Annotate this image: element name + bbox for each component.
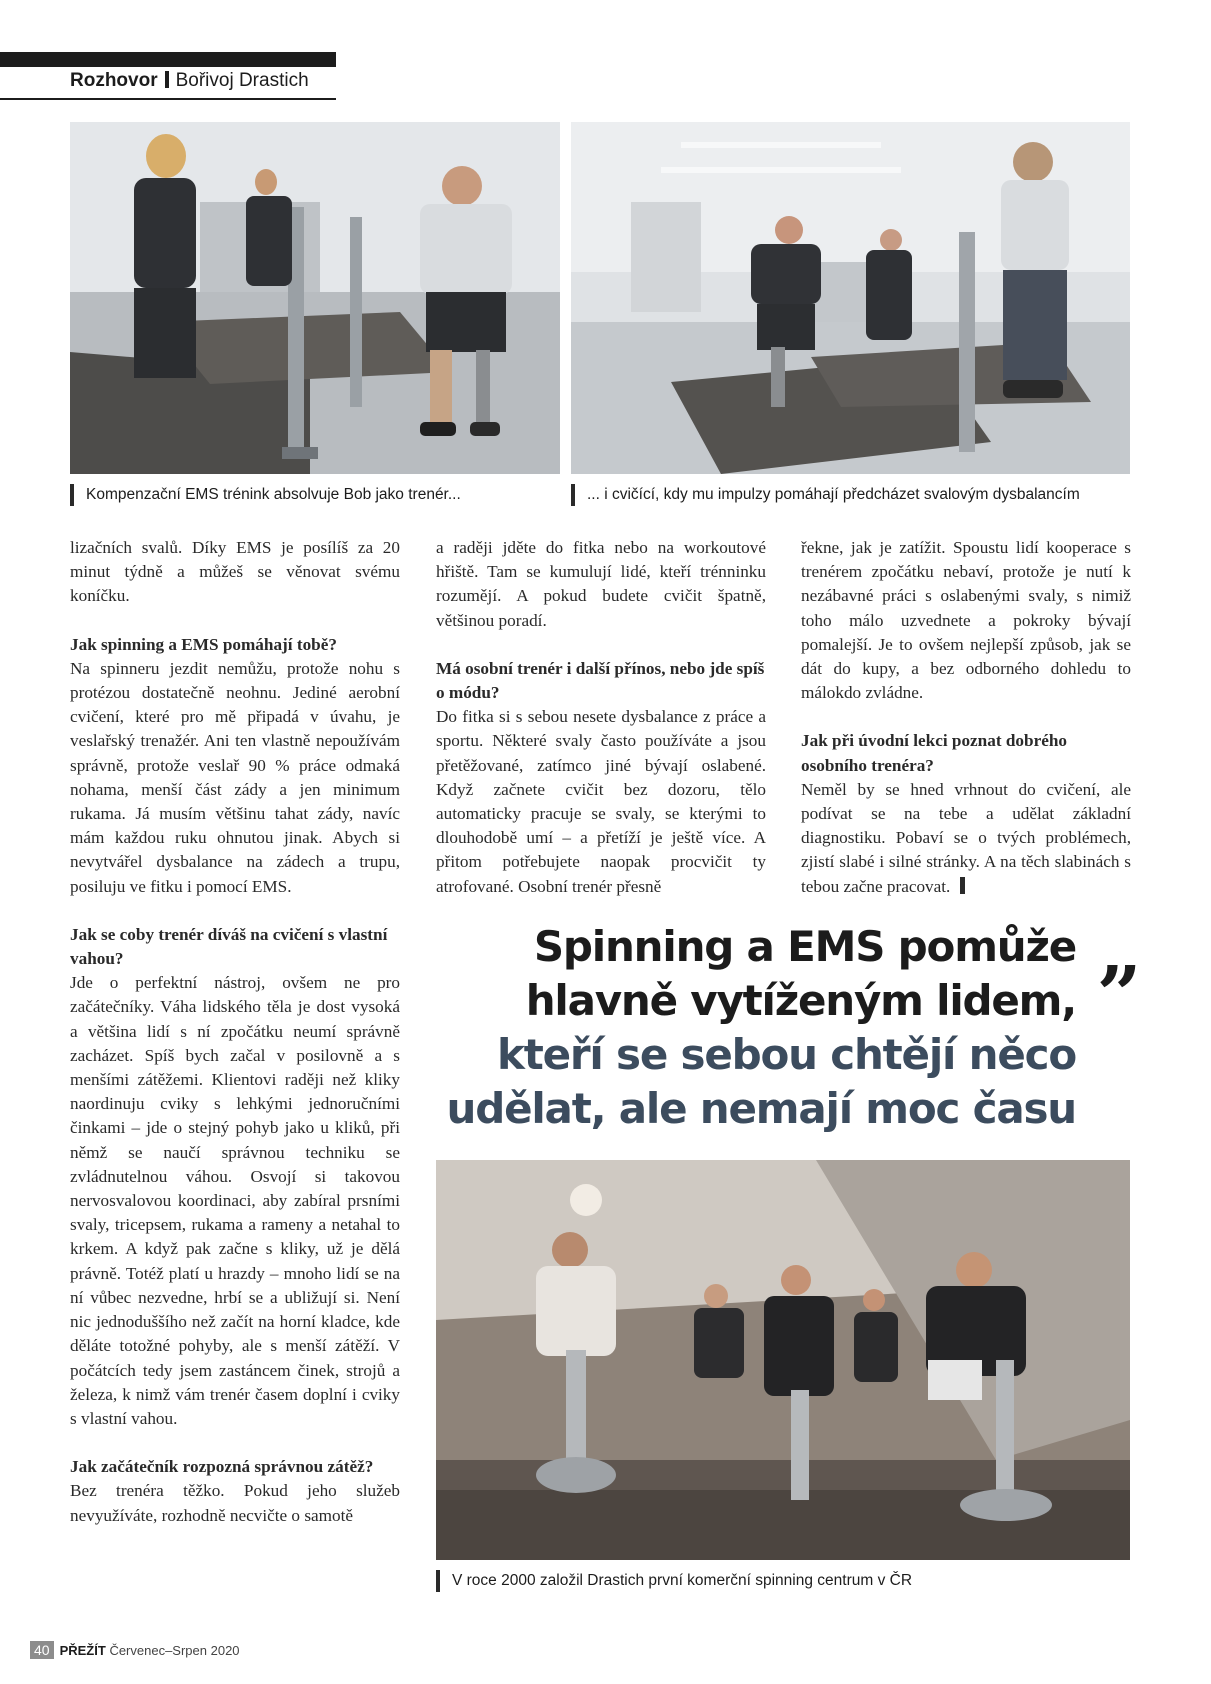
interviewee-name: Bořivoj Drastich — [175, 70, 309, 91]
article-end-mark — [960, 877, 965, 894]
photo-ems-training-trainer — [70, 122, 560, 474]
pull-quote-line: kteří se sebou chtějí něco — [497, 1030, 1076, 1079]
interview-question: Jak spinning a EMS pomáhají tobě? — [70, 634, 337, 654]
caption-top-left: Kompenzační EMS trénink absolvuje Bob jako trenér... — [70, 484, 461, 506]
paragraph: a raději jděte do fitka nebo na workoutové hřiště. Tam se kumulují lidé, kteří trénninku rozumějí. A pokud budete cvičit špatně, většinou poradí. — [436, 538, 766, 630]
photo-spinning-class — [436, 1160, 1130, 1560]
interview-question: Má osobní trenér i další přínos, nebo jde spíš o módu? — [436, 658, 765, 703]
interview-answer: Na spinneru jezdit nemůžu, protože nohu s protézou dostatečně neohnu. Jediné aerobní cvičení, které pro mě připadá v úvahu, je veslařský trenažér. Ani ten vlastně nepoužívám správně, protože veslař 90 % práce odmaká nohama, menší část zády a jen minimum rukama. Já musím většinu tahat zády, navíc mám každou ruku ohnutou jinak. Abych si nevytvářel dysbalance na zádech a trupu, posiluju ve fitku i pomocí EMS. — [70, 658, 400, 896]
header-bar — [0, 52, 336, 67]
magazine-name: PŘEŽÍT — [59, 1643, 106, 1658]
caption-bottom: V roce 2000 založil Drastich první komerční spinning centrum v ČR — [436, 1570, 912, 1592]
paragraph: lizačních svalů. Díky EMS je posílíš za 20 minut týdně a můžeš se věnovat svému koníčku. — [70, 538, 400, 606]
article-column-2 — [436, 536, 766, 899]
interview-answer: Bez trenéra těžko. Pokud jeho služeb nevyužíváte, rozhodně necvičte o samotě — [70, 1481, 400, 1525]
section-separator — [165, 71, 169, 88]
issue-date: Červenec–Srpen 2020 — [109, 1643, 240, 1658]
interview-question: Jak se coby trenér díváš na cvičení s vlastní vahou? — [70, 924, 388, 969]
interview-answer: Jde o perfektní nástroj, ovšem ne pro začátečníky. Váha lidského těla je dost vysoká a většina lidí s ní zpočátku neumí správně zacházet. Spíš bych začal v posilovně a s menšími zátěžemi. Klientovi raději než kliky naordinuju cviky s lehkými jednoručními činkami – jde o stejný pohyb jako u kliků, při němž se naučí správnou techniku se zvládnutelnou váhou. Osvojí si takovou nervosvalovou koordinaci, aby zabíral prsními svaly, tricepsem, rukama a rameny a netahal to krkem. A když pak začne s kliky, už je dělá právně. Totéž platí u hrazdy – mnoho lidí se na ní vůbec nezvedne, hrbí se a ubližují si. Není nic jednoduššího než začít na horní kladce, kde děláte totožné pohyby, ale s menší zátěží. V počátcích tedy jsem zastáncem činek, strojů a železa, k nimž vám trenér časem doplní i cviky s vlastní vahou. — [70, 973, 400, 1428]
interview-question: Jak při úvodní lekci poznat dobrého osobního trenéra? — [801, 731, 1067, 775]
section-name: Rozhovor — [70, 70, 158, 91]
pull-quote-line: hlavně vytíženým lidem, — [525, 976, 1076, 1025]
article-column-3 — [801, 536, 1131, 899]
article-column-1 — [70, 536, 400, 1528]
page-number: 40 — [30, 1641, 54, 1659]
interview-answer — [801, 778, 1131, 899]
section-header — [70, 70, 309, 92]
page-footer — [30, 1641, 240, 1659]
paragraph: řekne, jak je zatížit. Spoustu lidí kooperace s trenérem zpočátku nebaví, protože je nutí k nezábavné práci s oslabenými svaly, s nimiž toho málo uzvednete a pokroky bývají pomalejší. Je to ovšem nejlepší způsob, jak se dát do kupy, a bez odborného dohledu to málokdo zvládne. — [801, 538, 1131, 703]
photo-ems-training-client — [571, 122, 1130, 474]
pull-quote-line: udělat, ale nemají moc času — [446, 1084, 1076, 1133]
answer-text: Neměl by se hned vrhnout do cvičení, ale podívat se na tebe a udělat základní diagnostiku. Pobaví se o tvých problémech, zjistí slabé i silné stránky. A na těch slabinách s tebou začne pracovat. — [801, 779, 1131, 896]
quotation-mark-icon: „ — [1098, 905, 1143, 996]
caption-top-right: ... i cvičící, kdy mu impulzy pomáhají předcházet svalovým dysbalancím — [571, 484, 1080, 506]
pull-quote — [440, 920, 1076, 1136]
pull-quote-line: Spinning a EMS pomůže — [533, 922, 1076, 971]
header-rule — [0, 98, 336, 100]
interview-answer: Do fitka si s sebou nesete dysbalance z práce a sportu. Některé svaly často používáte a jsou přetěžované, zatímco jiné bývají oslabené. Když začnete cvičit bez dozoru, tělo automaticky pracuje se svaly, se kterými to dlouhodobě umí – a přetíží je ještě více. A přitom potřebujete naopak procvičit ty atrofované. Osobní trenér přesně — [436, 707, 766, 896]
interview-question: Jak začátečník rozpozná správnou zátěž? — [70, 1457, 374, 1477]
